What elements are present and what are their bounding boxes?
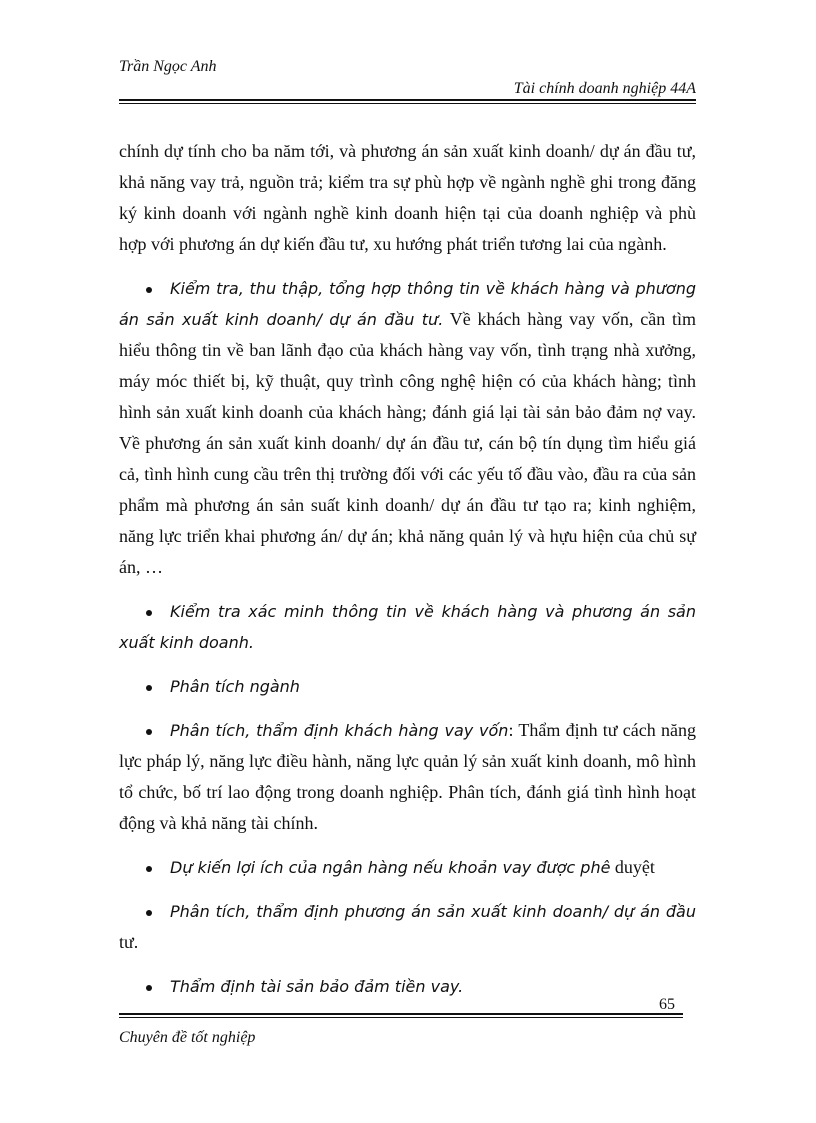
- bullet-item-4: [119, 715, 696, 839]
- bullet-icon: [146, 866, 152, 872]
- bullet-icon: [146, 910, 152, 916]
- document-body: [119, 136, 696, 1002]
- bullet-icon: [146, 985, 152, 991]
- footer-label: Chuyên đề tốt nghiệp: [119, 1029, 256, 1046]
- header-course-title: Tài chính doanh nghiệp 44A: [513, 80, 696, 97]
- bullet-1-heading: Kiểm tra, thu thập, tổng hợp thông tin về khách hàng và phương án sản xuất kinh doanh/ dự án đầu tư.: [119, 279, 696, 329]
- bullet-4-heading: Phân tích, thẩm định khách hàng vay vốn: [170, 721, 509, 740]
- header-rule: [119, 99, 696, 103]
- bullet-icon: [146, 287, 152, 293]
- bullet-icon: [146, 685, 152, 691]
- bullet-1-text: Về khách hàng vay vốn, cần tìm hiểu thông tin về ban lãnh đạo của khách hàng vay vốn, tình trạng nhà xưởng, máy móc thiết bị, kỹ thuật, quy trình công nghệ hiện có của khách hàng; tình hình sản xuất kinh doanh của khách hàng; đánh giá lại tài sản bảo đảm nợ vay. Về phương án sản xuất kinh doanh/ dự án đầu tư, cán bộ tín dụng tìm hiểu giá cả, tình hình cung cầu trên thị trường đối với các yếu tố đầu vào, đầu ra của sản phẩm mà phương án sản suất kinh doanh/ dự án đầu tư tạo ra; kinh nghiệm, năng lực triển khai phương án/ dự án; khả năng quản lý và hựu hiện của chủ sự án, …: [119, 309, 696, 577]
- bullet-6-heading: Phân tích, thẩm định phương án sản xuất kinh doanh/ dự án đầu: [170, 902, 696, 921]
- footer-rule: [119, 1013, 683, 1017]
- bullet-item-6: [119, 896, 696, 958]
- bullet-4-text: : Thẩm định tư cách năng lực pháp lý, năng lực điều hành, năng lực quản lý sản xuất kinh doanh, mô hình tổ chức, bố trí lao động trong doanh nghiệp. Phân tích, đánh giá tình hình hoạt động và khả năng tài chính.: [119, 720, 696, 833]
- bullet-2-heading: Kiểm tra xác minh thông tin về khách hàng và phương án sản xuất kinh doanh.: [119, 602, 696, 652]
- bullet-icon: [146, 729, 152, 735]
- bullet-item-3: [119, 671, 696, 702]
- bullet-item-7: [119, 971, 696, 1002]
- bullet-icon: [146, 610, 152, 616]
- bullet-7-heading: Thẩm định tài sản bảo đảm tiền vay.: [170, 977, 464, 996]
- header-author: Trần Ngọc Anh: [119, 58, 217, 75]
- bullet-item-5: [119, 852, 696, 883]
- page-number: 65: [659, 996, 675, 1013]
- bullet-5-text: duyệt: [610, 857, 655, 877]
- bullet-3-heading: Phân tích ngành: [170, 677, 300, 696]
- bullet-6-text: tư.: [119, 932, 139, 952]
- paragraph-intro: chính dự tính cho ba năm tới, và phương án sản xuất kinh doanh/ dự án đầu tư, khả năng vay trả, nguồn trả; kiểm tra sự phù hợp về ngành nghề ghi trong đăng ký kinh doanh với ngành nghề kinh doanh hiện tại của doanh nghiệp và phù hợp với phương án dự kiến đầu tư, xu hướng phát triển tương lai của ngành.: [119, 141, 696, 254]
- bullet-item-1: [119, 273, 696, 583]
- bullet-5-heading: Dự kiến lợi ích của ngân hàng nếu khoản vay được phê: [170, 858, 611, 877]
- bullet-item-2: [119, 596, 696, 658]
